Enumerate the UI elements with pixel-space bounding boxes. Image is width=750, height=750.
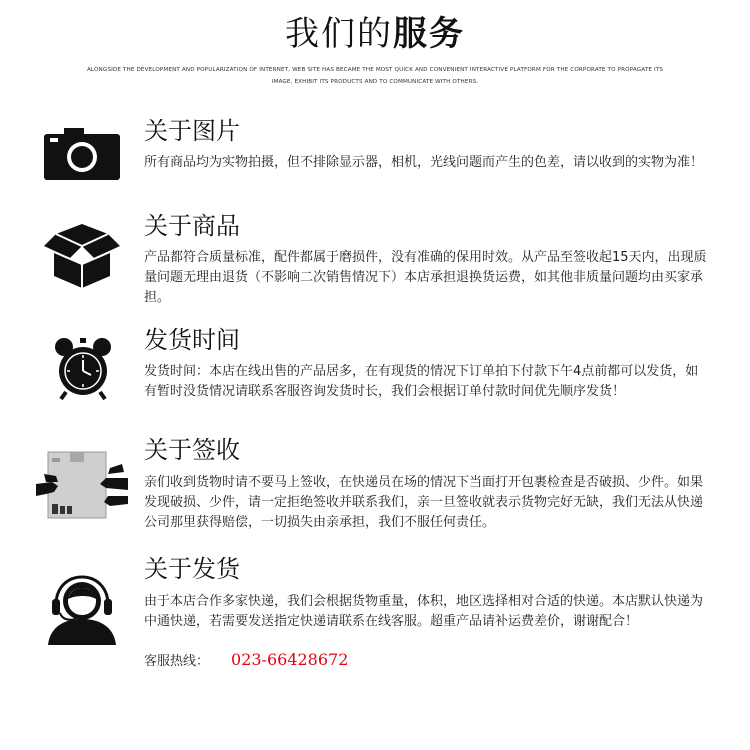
page-title — [0, 10, 750, 58]
section-text: 产品都符合质量标准，配件都属于磨损件，没有准确的保用时效。从产品至签收起15天内，出现质量问题无理由退货（不影响二次销售情况下）本店承担退换货运费，如其他非质量问题均由买家承担。 — [144, 250, 707, 305]
section-title: 关于图片 — [144, 117, 240, 145]
hotline-label: 客服热线： — [144, 654, 210, 669]
alarm-clock-icon — [54, 338, 112, 400]
section-text: 发货时间：本店在线出售的产品居多，在有现货的情况下订单拍下付款下午4点前都可以发货，如有暂时没货情况请联系客服咨询发货时长，我们会根据订单付款时间优先顺序发货！ — [144, 364, 699, 399]
hotline — [144, 650, 348, 672]
hotline-number: 023-66428672 — [231, 650, 349, 669]
section-text: 由于本店合作多家快递，我们会根据货物重量，体积，地区选择相对合适的快递。本店默认快递为中通快递，若需要发送指定快递请联系在线客服。超重产品请补运费差价，谢谢配合！ — [144, 594, 704, 629]
box-icon — [42, 224, 122, 288]
section-text: 所有商品均为实物拍摄，但不排除显示器，相机，光线问题而产生的色差，请以收到的实物为准！ — [144, 155, 704, 170]
title-light: 我们的 — [285, 14, 393, 54]
page-subtitle — [60, 64, 690, 88]
section-title: 发货时间 — [144, 326, 240, 354]
section-title: 关于发货 — [144, 555, 240, 583]
section-title: 关于商品 — [144, 212, 240, 240]
camera-icon — [44, 128, 120, 180]
package-handover-icon — [34, 450, 130, 520]
subtitle-line-1: ALONGSIDE THE DEVELOPMENT AND POPULARIZATION OF INTERNET, WEB SITE HAS BECAME THE MOST QUICK AND CONVENIENT INTERACTIVE PLATFORM FOR THE CORPORATE TO PROPAGATE ITS — [86, 67, 664, 73]
customer-service-icon — [46, 575, 118, 645]
section-title: 关于签收 — [144, 436, 240, 464]
section-text: 亲们收到货物时请不要马上签收，在快递员在场的情况下当面打开包裹检查是否破损、少件。如果发现破损、少件，请一定拒绝签收并联系我们，亲一旦签收就表示货物完好无缺，我们无法从快递公司那里获得赔偿，一切损失由亲承担，我们不服任何责任。 — [144, 475, 704, 530]
title-bold: 服务 — [393, 14, 465, 54]
subtitle-line-2: IMAGE, EXHIBIT ITS PRODUCTS AND TO COMMUNICATE WITH OTHERS. — [271, 79, 479, 85]
